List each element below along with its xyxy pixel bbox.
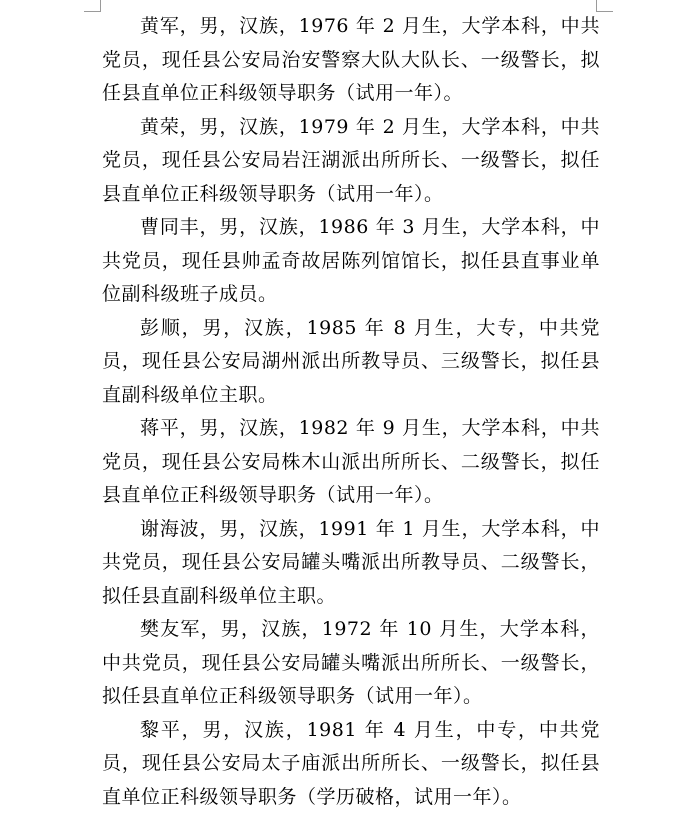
crop-mark-top-left-horizontal bbox=[84, 11, 101, 12]
paragraph-cao-tongfeng: 曹同丰，男，汉族，1986 年 3 月生，大学本科，中共党员，现任县帅孟奇故居陈列馆馆长，拟任县直事业单位副科级班子成员。 bbox=[102, 216, 600, 305]
paragraph-xie-haibo: 谢海波，男，汉族，1991 年 1 月生，大学本科，中共党员，现任县公安局罐头嘴派出所教导员、二级警长，拟任县直副科级单位主职。 bbox=[102, 517, 600, 607]
paragraph-fan-youjun: 樊友军，男，汉族，1972 年 10 月生，大学本科，中共党员，现任县公安局罐头嘴派出所所长、一级警长，拟任县直单位正科级领导职务（试用一年）。 bbox=[102, 618, 600, 707]
paragraph-li-ping: 黎平，男，汉族，1981 年 4 月生，中专，中共党员，现任县公安局太子庙派出所所长、一级警长，拟任县直单位正科级领导职务（学历破格，试用一年）。 bbox=[102, 718, 600, 808]
paragraph-huang-jun: 黄军，男，汉族，1976 年 2 月生，大学本科，中共党员，现任县公安局治安警察大队大队长、一级警长，拟任县直单位正科级领导职务（试用一年）。 bbox=[102, 15, 600, 104]
paragraph-jiang-ping: 蒋平，男，汉族，1982 年 9 月生，大学本科，中共党员，现任县公安局株木山派出所所长、二级警长，拟任县直单位正科级领导职务（试用一年）。 bbox=[102, 417, 600, 506]
paragraph-huang-rong: 黄荣，男，汉族，1979 年 2 月生，大学本科，中共党员，现任县公安局岩汪湖派出所所长、一级警长，拟任县直单位正科级领导职务（试用一年）。 bbox=[102, 115, 600, 205]
paragraph-peng-shun: 彭顺，男，汉族，1985 年 8 月生，大专，中共党员，现任县公安局湖州派出所教导员、三级警长，拟任县直副科级单位主职。 bbox=[102, 316, 600, 406]
crop-mark-top-left-vertical bbox=[100, 0, 101, 11]
document-body bbox=[102, 10, 600, 814]
